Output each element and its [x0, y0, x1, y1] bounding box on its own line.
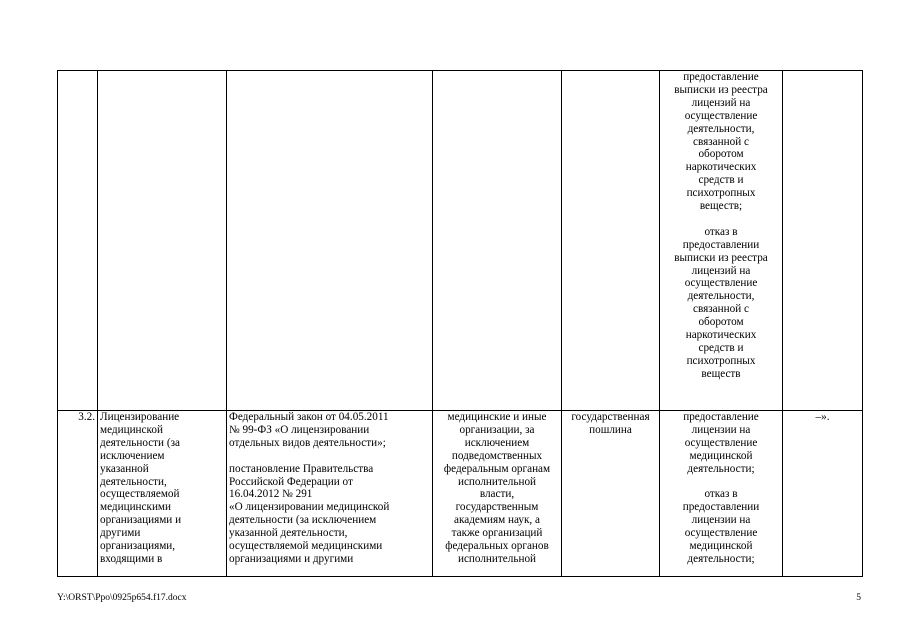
text-line: 16.04.2012 № 291	[229, 488, 313, 501]
cell-applicants	[433, 71, 562, 411]
text-line: пошлина	[589, 423, 632, 436]
text-line: осуществляемой медицинскими	[229, 540, 383, 553]
text-line: осуществление	[684, 527, 758, 540]
cell-law	[227, 71, 433, 411]
cell-fee	[562, 411, 660, 577]
text-line: лицензий на	[691, 264, 751, 277]
text-line: медицинские и иные	[447, 411, 547, 423]
text-line: лицензии на	[691, 514, 751, 527]
text-line: академиям наук, а	[454, 514, 540, 527]
cell-fee	[562, 71, 660, 411]
text-line: связанной с	[693, 135, 749, 148]
cell-name	[98, 411, 227, 577]
text-line: исключением	[100, 449, 165, 462]
text-line: № 99-ФЗ «О лицензировании	[229, 423, 370, 436]
text-line: «О лицензировании медицинской	[229, 501, 390, 514]
text-line: отказ в	[704, 488, 738, 501]
text-line: деятельности,	[687, 290, 755, 303]
text-line: организациями,	[100, 540, 176, 553]
text-line: осуществление	[684, 109, 758, 122]
text-line: Российской Федерации от	[229, 475, 353, 488]
text-line: веществ;	[699, 200, 743, 213]
text-line: государственная	[571, 411, 650, 423]
cell-number	[58, 71, 98, 411]
text-line: осуществление	[684, 436, 758, 449]
cell-applicants	[433, 411, 562, 577]
text-line: лицензии на	[691, 423, 751, 436]
paragraph-gap	[662, 213, 780, 226]
text-line: деятельности;	[687, 462, 755, 475]
text-line: отдельных видов деятельности»;	[229, 436, 386, 449]
text-line: власти,	[479, 488, 515, 501]
text-line: оборотом	[698, 148, 744, 161]
cell-note: –».	[783, 411, 863, 577]
text-line: предоставление	[683, 71, 759, 83]
text-line: медицинской	[689, 540, 753, 553]
text-line: постановление Правительства	[229, 462, 374, 475]
text-line: медицинской	[100, 423, 163, 436]
text-line: психотропных	[686, 354, 756, 367]
text-line: медицинской	[689, 449, 753, 462]
text-line: входящими в	[100, 552, 163, 565]
footer-file-path: Y:\ORST\Ppo\0925p654.f17.docx	[57, 593, 187, 603]
text-line: указанной	[100, 462, 149, 475]
text-line: оборотом	[698, 316, 744, 329]
text-line: психотропных	[686, 187, 756, 200]
text-line: также организаций	[451, 527, 543, 540]
text-line: подведомственных	[451, 449, 543, 462]
cell-result	[660, 71, 783, 411]
text-line: предоставление	[683, 411, 759, 423]
text-line: наркотических	[685, 329, 757, 342]
text-line: исполнительной	[457, 552, 537, 565]
text-line: предоставлении	[682, 501, 760, 514]
text-line: деятельности,	[100, 475, 167, 488]
text-line: Лицензирование	[100, 411, 180, 423]
text-line: исполнительной	[457, 475, 537, 488]
text-line: медицинскими	[100, 501, 171, 514]
text-line: осуществляемой	[100, 488, 180, 501]
text-line: наркотических	[685, 161, 757, 174]
paragraph-gap	[229, 450, 430, 463]
text-line: деятельности,	[687, 122, 755, 135]
text-line: деятельности;	[687, 552, 755, 565]
text-line: указанной деятельности,	[229, 527, 348, 540]
cell-name	[98, 71, 227, 411]
cell-note	[783, 71, 863, 411]
cell-law	[227, 411, 433, 577]
text-line: выписки из реестра	[674, 251, 768, 264]
cell-number: 3.2.	[58, 411, 98, 577]
table-row-continuation	[58, 71, 863, 411]
text-line: лицензий на	[691, 96, 751, 109]
text-line: средств и	[698, 342, 744, 355]
text-line: федеральным органам	[443, 462, 551, 475]
cell-result	[660, 411, 783, 577]
paragraph-gap	[662, 476, 780, 489]
text-line: средств и	[698, 174, 744, 187]
text-line: связанной с	[693, 303, 749, 316]
text-line: организациями и другими	[229, 552, 354, 565]
text-line: федеральных органов	[445, 540, 549, 553]
text-line: организациями и	[100, 514, 182, 527]
text-line: предоставлении	[682, 238, 760, 251]
text-line: исключением	[464, 436, 530, 449]
text-line: организации, за	[459, 423, 535, 436]
text-line: отказ в	[704, 225, 738, 238]
text-line: осуществление	[684, 277, 758, 290]
text-line: государственным	[455, 501, 539, 514]
text-line: веществ	[701, 367, 741, 380]
regulation-table	[57, 70, 863, 577]
footer-page-number: 5	[856, 593, 861, 603]
text-line: выписки из реестра	[674, 83, 768, 96]
text-line: деятельности (за исключением	[229, 514, 377, 527]
text-line: другими	[100, 527, 141, 540]
text-line: деятельности (за	[100, 436, 180, 449]
text-line: Федеральный закон от 04.05.2011	[229, 411, 389, 423]
table-row-3-2	[58, 411, 863, 577]
